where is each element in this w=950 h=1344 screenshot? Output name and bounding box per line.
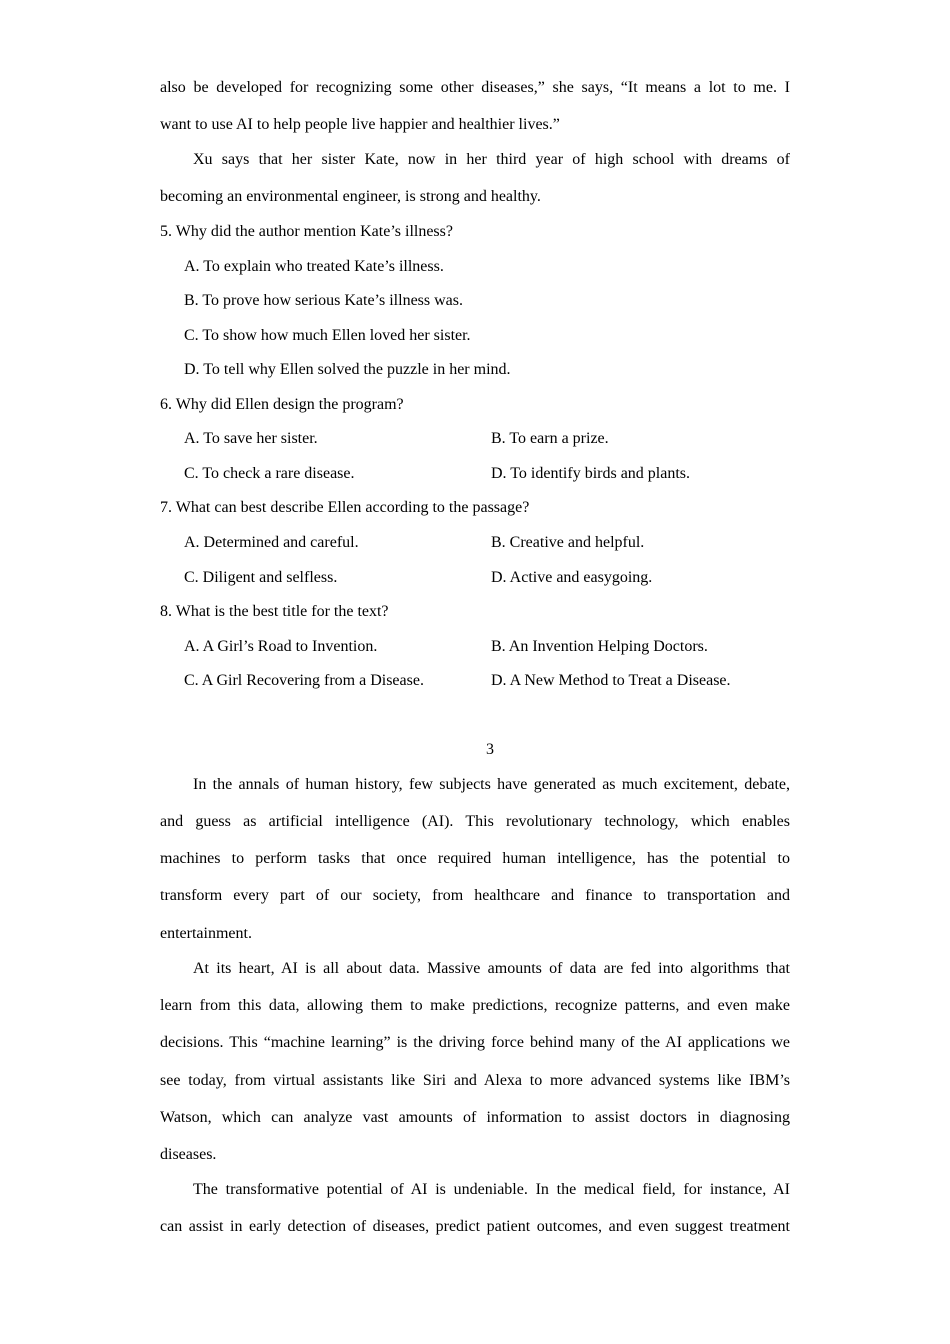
question-option: B. To prove how serious Kate’s illness was. [184, 292, 463, 309]
passage3-line: In the annals of human history, few subjects have generated as much excitement, debate, [193, 776, 790, 793]
passage3-line: and guess as artificial intelligence (AI). This revolutionary technology, which enables [160, 813, 790, 830]
question-option: C. To check a rare disease. [184, 465, 355, 482]
question-option: A. To explain who treated Kate’s illness. [184, 258, 444, 275]
question-stem: 7. What can best describe Ellen according to the passage? [160, 499, 530, 516]
passage-number: 3 [486, 741, 494, 758]
question-option: A. A Girl’s Road to Invention. [184, 638, 378, 655]
question-stem: 8. What is the best title for the text? [160, 603, 389, 620]
question-option: C. A Girl Recovering from a Disease. [184, 672, 424, 689]
question-option: B. Creative and helpful. [491, 534, 645, 551]
question-option: B. To earn a prize. [491, 430, 609, 447]
passage3-line: machines to perform tasks that once required human intelligence, has the potential to [160, 850, 790, 867]
question-option: D. To tell why Ellen solved the puzzle in her mind. [184, 361, 511, 378]
passage3-line: learn from this data, allowing them to make predictions, recognize patterns, and even make [160, 997, 790, 1014]
question-option: D. A New Method to Treat a Disease. [491, 672, 731, 689]
passage3-line: decisions. This “machine learning” is the driving force behind many of the AI applications we [160, 1034, 790, 1051]
question-option: B. An Invention Helping Doctors. [491, 638, 708, 655]
passage3-line: At its heart, AI is all about data. Massive amounts of data are fed into algorithms that [193, 960, 790, 977]
passage2-line: want to use AI to help people live happier and healthier lives.” [160, 116, 560, 133]
question-stem: 6. Why did Ellen design the program? [160, 396, 404, 413]
passage2-line: Xu says that her sister Kate, now in her third year of high school with dreams of [193, 151, 790, 168]
question-option: D. To identify birds and plants. [491, 465, 691, 482]
passage3-line: transform every part of our society, from healthcare and finance to transportation and [160, 887, 790, 904]
passage2-line: also be developed for recognizing some other diseases,” she says, “It means a lot to me. I [160, 79, 790, 96]
question-option: C. To show how much Ellen loved her sister. [184, 327, 471, 344]
passage3-line: diseases. [160, 1146, 217, 1163]
passage3-line: see today, from virtual assistants like Siri and Alexa to more advanced systems like IBM’s [160, 1072, 790, 1089]
question-option: C. Diligent and selfless. [184, 569, 338, 586]
question-option: D. Active and easygoing. [491, 569, 653, 586]
question-option: A. Determined and careful. [184, 534, 359, 551]
question-stem: 5. Why did the author mention Kate’s illness? [160, 223, 453, 240]
passage3-line: entertainment. [160, 925, 252, 942]
passage3-line: The transformative potential of AI is undeniable. In the medical field, for instance, AI [193, 1181, 790, 1198]
question-option: A. To save her sister. [184, 430, 318, 447]
passage3-line: Watson, which can analyze vast amounts of information to assist doctors in diagnosing [160, 1109, 790, 1126]
passage2-line: becoming an environmental engineer, is strong and healthy. [160, 188, 541, 205]
passage3-line: can assist in early detection of diseases, predict patient outcomes, and even suggest treatment [160, 1218, 790, 1235]
